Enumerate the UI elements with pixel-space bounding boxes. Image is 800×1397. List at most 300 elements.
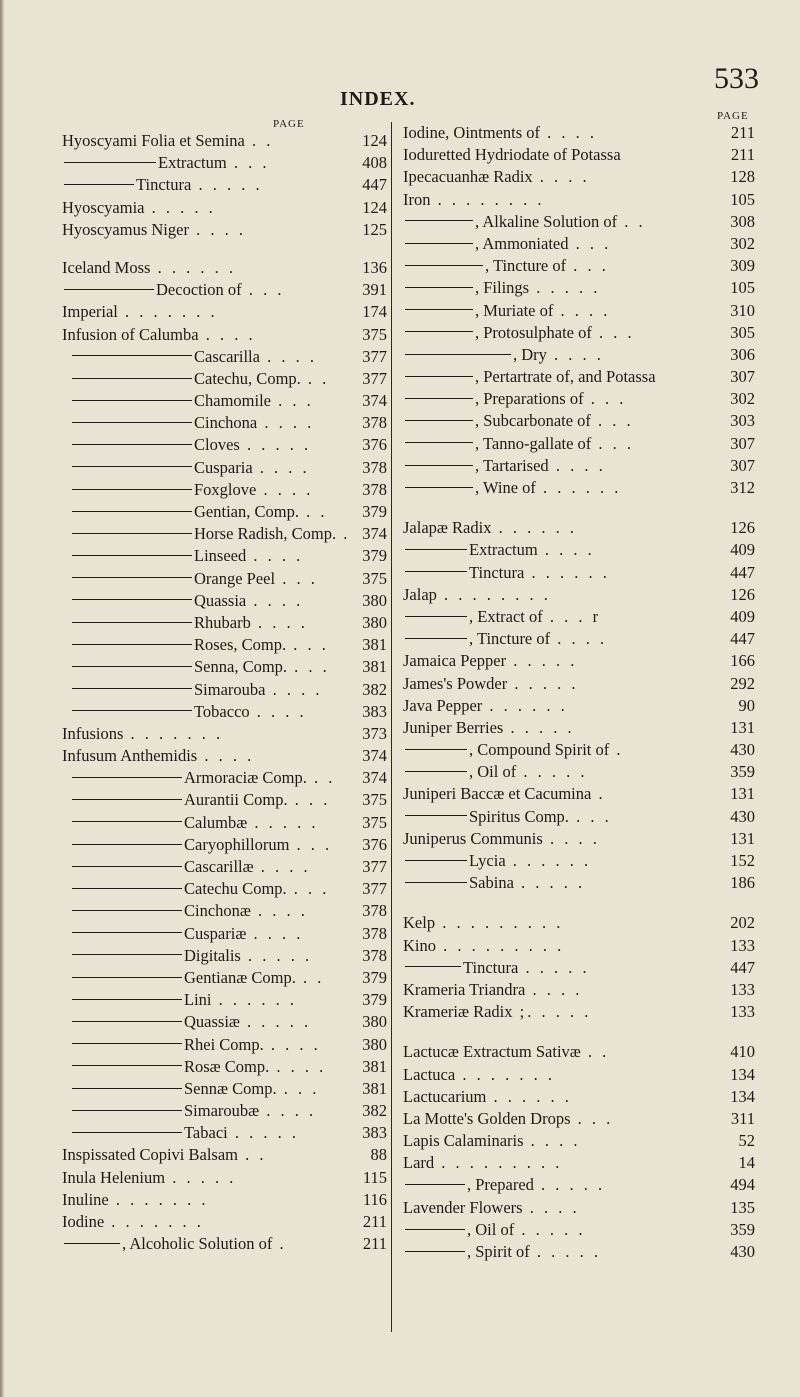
index-term-text: Cusparia	[194, 457, 253, 477]
page-reference: 430	[730, 806, 755, 826]
index-entry	[403, 606, 755, 628]
index-entry	[403, 1130, 755, 1152]
index-term-text: Rhubarb	[194, 612, 251, 632]
index-group	[62, 257, 387, 1255]
leader-dots: . . . .	[548, 455, 606, 475]
index-entry	[403, 562, 755, 584]
index-term-text: Lycia	[469, 851, 506, 870]
index-entry	[403, 189, 755, 211]
index-term	[62, 457, 310, 479]
index-term	[403, 539, 595, 561]
index-term	[62, 1011, 311, 1033]
page-reference: 378	[362, 901, 387, 921]
index-term-text: Tabaci	[184, 1123, 228, 1143]
leader-dots: . . . .	[265, 679, 323, 699]
page-reference: 494	[730, 1175, 755, 1195]
index-term	[403, 166, 590, 188]
index-entry	[403, 1241, 755, 1263]
ditto-rule	[72, 355, 192, 356]
ditto-rule	[405, 860, 467, 861]
page-reference: 377	[362, 857, 387, 876]
page-reference: 211	[730, 145, 755, 165]
leader-dots: . . .	[276, 1078, 320, 1098]
index-entry	[62, 656, 387, 678]
index-term-text: Orange Peel	[194, 568, 276, 588]
index-entry	[62, 1078, 387, 1100]
index-term-text: Ioduretted Hydriodate of Potassa	[403, 145, 621, 165]
ditto-rule	[72, 1021, 182, 1022]
ditto-rule	[405, 882, 467, 883]
index-term-text: Roses, Comp.	[194, 635, 287, 655]
index-entry	[403, 455, 755, 477]
ditto-rule	[405, 487, 473, 488]
index-term	[403, 322, 635, 344]
index-term	[62, 789, 330, 811]
index-term	[62, 523, 350, 545]
page-reference: 375	[362, 568, 387, 588]
page-reference: 379	[362, 546, 387, 566]
index-term-text: Quassia	[194, 590, 247, 610]
index-term-text: James's Powder	[403, 673, 508, 693]
index-entry	[62, 1100, 387, 1122]
page-reference: 359	[730, 762, 755, 782]
index-term-text: Imperial	[62, 302, 118, 322]
leader-dots: . .	[580, 1042, 610, 1062]
index-term-text: Tinctura	[469, 562, 525, 582]
index-term	[403, 388, 626, 410]
index-entry	[403, 628, 755, 650]
index-term	[403, 455, 606, 477]
index-entry	[403, 717, 755, 739]
leader-dots: . .	[295, 967, 325, 987]
ditto-rule	[72, 1043, 182, 1044]
index-entry	[403, 1041, 755, 1063]
index-term	[62, 767, 335, 789]
page-reference: 309	[730, 256, 755, 276]
index-term	[62, 197, 216, 219]
leader-dots: . . . . . . .	[117, 302, 218, 322]
index-entry	[403, 828, 755, 850]
index-entry	[62, 812, 387, 834]
leader-dots: .	[591, 784, 606, 804]
leader-dots: . . . r	[542, 606, 602, 626]
index-term	[62, 701, 307, 723]
ditto-rule	[72, 1110, 182, 1111]
page-reference: 152	[730, 851, 755, 870]
ditto-rule	[72, 999, 182, 1000]
leader-dots: . . .	[568, 806, 612, 826]
index-term-text: , Subcarbonate of	[475, 411, 591, 431]
index-term-text: Inspissated Copivi Balsam	[62, 1145, 238, 1165]
index-entry	[62, 789, 387, 811]
index-entry	[403, 539, 755, 561]
index-term	[62, 1167, 236, 1189]
index-term-text: Lini	[184, 990, 212, 1010]
page-reference: 376	[362, 435, 387, 455]
leader-dots: . . . .	[188, 219, 246, 239]
index-term-text: , Tincture of	[469, 629, 551, 649]
leader-dots: . . . . . .	[505, 851, 592, 870]
page-reference: 14	[738, 1153, 755, 1173]
index-entry	[403, 344, 755, 366]
ditto-rule	[72, 844, 182, 845]
index-term	[403, 628, 607, 650]
leader-dots: . . . .	[523, 1131, 581, 1151]
leader-dots: . . . . .	[529, 278, 601, 298]
ditto-rule	[405, 549, 467, 550]
index-entry	[403, 1064, 755, 1086]
page-reference: 408	[362, 153, 387, 173]
index-term	[403, 410, 634, 432]
index-entry	[403, 366, 755, 388]
leader-dots: .	[609, 740, 624, 760]
page-reference: 447	[730, 562, 755, 582]
ditto-rule	[405, 309, 473, 310]
index-term-text: Infusion of Calumba	[62, 324, 199, 344]
index-term-text: , Spirit of	[467, 1242, 530, 1261]
ditto-rule	[72, 932, 182, 933]
index-term-text: Krameriæ Radix	[403, 1002, 513, 1022]
index-term	[62, 612, 308, 634]
leader-dots: . . .	[590, 411, 634, 431]
page-reference: 380	[362, 590, 387, 610]
index-term	[62, 152, 269, 174]
index-entry	[403, 761, 755, 783]
page-reference: 307	[730, 433, 755, 453]
leader-dots: . . . . .	[507, 673, 579, 693]
index-term	[403, 957, 590, 979]
leader-dots: . . . . .	[239, 435, 312, 455]
page-reference: 373	[362, 723, 387, 743]
index-entry	[403, 850, 755, 872]
leader-dots: . . . . . .	[482, 695, 568, 715]
index-term	[403, 739, 624, 761]
leader-dots: . . . .	[537, 540, 595, 560]
leader-dots: . . .	[591, 322, 635, 342]
page-reference: 382	[362, 1101, 387, 1121]
index-term	[62, 568, 318, 590]
leader-dots: . . .	[241, 280, 285, 300]
index-term	[62, 590, 303, 612]
index-term-text: Lapis Calaminaris	[403, 1131, 524, 1151]
index-term-text: La Motte's Golden Drops	[403, 1108, 571, 1128]
leader-dots: . . . . . .	[486, 1086, 572, 1106]
page-reference: 211	[730, 123, 755, 142]
index-term	[403, 517, 577, 539]
index-term-text: , Dry	[513, 344, 547, 364]
index-entry	[62, 545, 387, 567]
leader-dots: . . . .	[252, 457, 310, 477]
page-reference: 379	[362, 990, 387, 1010]
leader-dots: . . . . . .	[150, 257, 236, 277]
index-term	[62, 967, 324, 989]
index-term	[62, 1122, 299, 1144]
index-entry	[62, 945, 387, 967]
index-term	[62, 368, 329, 390]
index-entry	[403, 410, 755, 432]
index-term	[403, 695, 568, 717]
leader-dots: . . . .	[550, 629, 608, 649]
index-entry	[62, 1233, 387, 1255]
index-term	[62, 501, 327, 523]
index-term-text: , Oil of	[467, 1219, 515, 1239]
index-term-text: Juniperi Baccæ et Cacumina	[403, 784, 592, 804]
index-term-text: Gentianæ Comp.	[184, 967, 296, 987]
page-reference: 307	[730, 455, 755, 475]
index-entry	[62, 1011, 387, 1033]
index-term-text: Caryophillorum	[184, 834, 290, 854]
index-term-text: Linseed	[194, 546, 247, 566]
index-entry	[62, 1211, 387, 1233]
index-term	[62, 390, 314, 412]
index-entry	[403, 1108, 755, 1130]
page-reference: 308	[730, 211, 755, 231]
leader-dots: . . . . .	[506, 651, 578, 671]
page-reference: 447	[362, 175, 387, 195]
index-term	[62, 923, 303, 945]
index-group	[403, 517, 755, 894]
index-term	[403, 562, 610, 584]
index-term	[403, 650, 577, 672]
index-term	[403, 1130, 581, 1152]
index-entry	[62, 745, 387, 767]
index-entry	[62, 219, 387, 241]
page-reference: 375	[362, 324, 387, 344]
leader-dots: . . . .	[259, 346, 317, 366]
index-entry	[403, 166, 755, 188]
index-term	[403, 717, 575, 739]
page-reference: 307	[730, 367, 755, 387]
index-term	[62, 679, 323, 701]
ditto-rule	[405, 420, 473, 421]
index-entry	[62, 324, 387, 346]
ditto-rule	[405, 243, 473, 244]
leader-dots: . . . .	[249, 701, 307, 721]
index-entry	[403, 233, 755, 255]
index-entry	[62, 457, 387, 479]
index-term-text: Inuline	[62, 1189, 109, 1209]
index-term-text: , Preparations of	[475, 389, 584, 409]
page-reference: 380	[362, 1012, 387, 1032]
index-term-text: Lactuca	[403, 1064, 456, 1084]
index-entry	[403, 1174, 755, 1196]
page-reference: 133	[730, 979, 755, 999]
leader-dots: . . . . .	[247, 812, 319, 832]
ditto-rule	[405, 220, 473, 221]
index-entry	[403, 806, 755, 828]
index-term	[403, 606, 601, 628]
index-entry	[403, 144, 755, 166]
index-entry	[403, 783, 755, 805]
index-term	[62, 834, 332, 856]
index-term	[62, 812, 319, 834]
leader-dots: . . . .	[532, 167, 590, 187]
index-term-text: Rosæ Comp.	[184, 1056, 270, 1076]
index-term	[62, 1211, 204, 1233]
index-term-text: Iron	[403, 189, 431, 209]
ditto-rule	[405, 265, 483, 266]
leader-dots: . . . . . . . .	[436, 584, 551, 604]
page-reference: 447	[730, 957, 755, 977]
ditto-rule	[72, 799, 182, 800]
index-term	[62, 1078, 319, 1100]
right-index-column	[403, 122, 755, 1263]
leader-dots: . . . . .	[239, 1012, 312, 1032]
ditto-rule	[72, 666, 192, 667]
leader-dots: . . .	[275, 568, 318, 588]
index-term	[403, 1174, 605, 1196]
index-entry	[62, 1189, 387, 1211]
page-reference: 211	[362, 1234, 387, 1254]
index-term-text: Sabina	[469, 873, 514, 893]
index-entry	[403, 300, 755, 322]
index-term	[62, 900, 308, 922]
index-term-text: , Protosulphate of	[475, 322, 592, 342]
ditto-rule	[72, 866, 182, 867]
index-term-text: Hyoscyamia	[62, 197, 145, 217]
index-term	[62, 878, 329, 900]
leader-dots: . . .	[287, 657, 330, 677]
index-term	[403, 1086, 572, 1108]
index-entry	[403, 211, 755, 233]
ditto-rule	[405, 1229, 465, 1230]
page-reference: 312	[730, 478, 755, 497]
index-term-text: , Oil of	[469, 762, 517, 782]
index-term	[62, 174, 263, 196]
page-reference: 116	[362, 1189, 387, 1209]
index-term	[403, 211, 646, 233]
index-term	[403, 477, 621, 499]
leader-dots: . . . . .	[514, 1219, 586, 1239]
page-reference: 430	[730, 740, 755, 760]
index-term	[403, 255, 609, 277]
page-reference: 133	[730, 935, 755, 955]
page-reference: 310	[730, 300, 755, 320]
page-reference: 381	[362, 1056, 387, 1076]
page-reference: 377	[362, 346, 387, 366]
ditto-rule	[405, 1184, 465, 1185]
leader-dots: . . .	[271, 391, 314, 411]
index-term-text: , Muriate of	[475, 300, 554, 320]
ditto-rule	[405, 287, 473, 288]
leader-dots: . . . .	[542, 828, 600, 848]
index-entry	[403, 979, 755, 1001]
index-term-text: , Extract of	[469, 606, 543, 626]
index-entry	[62, 590, 387, 612]
index-term-text: Jamaica Pepper	[403, 651, 507, 671]
index-entry	[62, 434, 387, 456]
index-term	[403, 1041, 609, 1063]
leader-dots: . . .	[226, 153, 270, 173]
ditto-rule	[72, 378, 192, 379]
index-entry	[62, 834, 387, 856]
index-term	[62, 1100, 316, 1122]
index-term	[62, 434, 311, 456]
page-reference: 377	[362, 879, 387, 899]
index-entry	[62, 130, 387, 152]
index-entry	[403, 477, 755, 499]
leader-dots: . . . . .	[165, 1167, 237, 1187]
leader-dots: . . . . . . . . .	[434, 1153, 563, 1173]
index-entry	[62, 767, 387, 789]
index-term-text: Ipecacuanhæ Radix	[403, 167, 533, 187]
index-term-text: Iodine, Ointments of	[403, 123, 541, 142]
page-reference: 381	[362, 657, 387, 677]
leader-dots: . . . . . .	[491, 518, 577, 538]
index-term	[403, 783, 606, 805]
page-reference: 410	[730, 1042, 755, 1062]
leader-dots: . . .	[568, 233, 612, 253]
index-entry	[403, 1001, 755, 1023]
index-group	[403, 912, 755, 1023]
ditto-rule	[64, 1243, 120, 1244]
index-term	[403, 673, 579, 695]
index-term-text: Cascarillæ	[184, 857, 254, 876]
index-entry	[62, 900, 387, 922]
index-entry	[62, 479, 387, 501]
index-term	[403, 1219, 585, 1241]
index-term-text: Calumbæ	[184, 812, 248, 832]
index-entry	[62, 989, 387, 1011]
index-entry	[403, 695, 755, 717]
ditto-rule	[72, 954, 182, 955]
index-term-text: Hyoscyamus Niger	[62, 219, 189, 239]
index-entry	[403, 388, 755, 410]
index-entry	[403, 1086, 755, 1108]
index-entry	[62, 368, 387, 390]
leader-dots: . . . .	[525, 979, 583, 999]
index-term	[403, 144, 621, 166]
page-reference: 447	[730, 629, 755, 649]
leader-dots: . . . . .	[518, 957, 590, 977]
leader-dots: . . . .	[198, 324, 256, 344]
leader-dots: ;. . . . .	[512, 1002, 592, 1022]
index-term	[403, 872, 585, 894]
ditto-rule	[405, 571, 467, 572]
left-index-column	[62, 130, 387, 1255]
index-entry	[62, 257, 387, 279]
page-reference: 380	[362, 1034, 387, 1054]
index-term	[62, 301, 218, 323]
page-reference: 134	[730, 1064, 755, 1084]
index-group	[403, 122, 755, 499]
page-reference: 374	[362, 524, 387, 544]
index-entry	[403, 322, 755, 344]
leader-dots: . . .	[286, 635, 329, 655]
leader-dots: . . . .	[546, 344, 604, 364]
page-reference: 105	[730, 278, 755, 298]
index-entry	[403, 650, 755, 672]
index-entry	[62, 1034, 387, 1056]
leader-dots: . . . .	[246, 590, 304, 610]
index-term-text: Lactucarium	[403, 1086, 487, 1106]
ditto-rule	[72, 644, 192, 645]
index-term-text: Extractum	[469, 540, 538, 560]
page-reference: 211	[362, 1212, 387, 1231]
index-entry	[62, 1167, 387, 1189]
index-term	[62, 1189, 209, 1211]
page-reference: 302	[730, 233, 755, 253]
leader-dots: . . . .	[257, 413, 315, 433]
ditto-rule	[72, 444, 192, 445]
page-reference: 302	[730, 389, 755, 409]
index-term	[403, 1241, 601, 1263]
index-term-text: , Prepared	[467, 1175, 534, 1195]
index-term-text: Cinchonæ	[184, 901, 251, 921]
leader-dots: . . . . . . .	[123, 723, 224, 743]
leader-dots: . . . .	[263, 1034, 321, 1054]
index-entry	[403, 957, 755, 979]
